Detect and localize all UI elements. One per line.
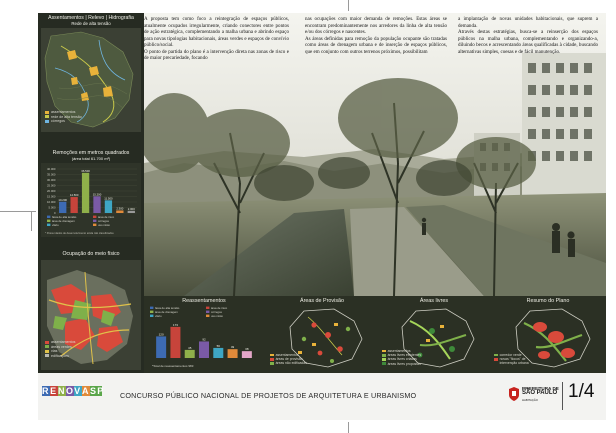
bar [199,341,209,358]
legend-item [45,354,75,359]
legend-item [45,119,82,124]
bar [185,350,195,358]
map1-subtitle: Rede de alta tensão [71,21,111,26]
legend-swatch [150,315,153,317]
divider [562,382,563,410]
data-label: 14.500 [69,193,79,198]
legend-swatch [206,315,209,317]
livres-title: Áreas livres [419,298,449,304]
y-tick-label: 0 [53,211,56,215]
data-label: 2.000 [127,206,135,211]
resumo-legend [494,353,529,366]
y-tick-label: 10.000 [46,200,56,204]
y-tick-label: 35.000 [46,172,56,177]
text-column-1 [144,16,289,62]
logo-letter: V [74,386,82,396]
legend-swatch [150,311,153,313]
legend-label: córregos [98,219,109,223]
legend-item [270,361,307,365]
reassentamentos-bar-chart [144,304,266,374]
data-label: 11.500 [104,196,113,201]
legend-swatch [93,216,96,218]
bar [213,348,223,358]
data-label: 92 [202,337,206,342]
paragraph: As áreas definidas para remoção da população ocupante são tratadas como áreas de drenagem urbana e de inserção de espaços públicos, que em conjunto com outros terrenos próximos, possibilitam [305,35,447,55]
paragraph: A proposta tem como foco a reintegração de espaços públicos, atualmente ocupados irregularmente, criando conectores entre pontos de ação estratégica, complementando a malha urbana e abrindo espaço para novas tipologias habitacionais, áreas verdes e espaços de convívio público/social. [144,16,289,49]
legend-item [494,361,529,365]
footer-bar [38,373,606,420]
crop-mark-top [348,0,349,11]
removals-bar-chart [41,163,141,237]
presentation-board [38,13,606,420]
y-tick-label: 40.000 [46,167,56,171]
legend-label: córregos [211,310,222,314]
y-tick-label: 5.000 [48,205,56,210]
prefeitura-label [522,386,559,396]
bar [228,349,238,358]
bar [82,173,89,213]
map1-title: Assentamentos | Relevo | Hidrografia [48,15,134,21]
legend-label: assentamentos [51,340,76,344]
bar [105,200,112,213]
legend-label: faixa de alta tensão [52,215,77,219]
data-label: 36.500 [81,168,90,173]
data-label: 45 [188,345,192,350]
renova-sp-logo [42,386,103,396]
livres-legend [382,349,421,366]
chart-title: Remoções em metros quadrados [52,150,130,156]
paragraph: Através destas estratégias, busca-se a reinserção dos espaços públicos na malha urbana, complementando e organizando-a, diluindo becos e acrescentando áreas qualificadas à cidade, buscando alternativas simples, coesas e de fácil manutenção. [458,29,598,55]
data-label: 2.300 [116,206,124,211]
crop-mark-bottom [348,422,349,433]
legend-swatch [150,307,153,309]
crop-mark-left-vert [31,211,32,231]
legend-label: áreas de provisão [275,357,303,362]
map2-legend [45,340,75,358]
prefeitura-line2: SÃO PAULO [522,390,558,396]
logo-letter: E [50,386,58,396]
contest-title: CONCURSO PÚBLICO NACIONAL DE PROJETOS DE ARQUITETURA E URBANISMO [120,391,417,400]
legend-label: área de drenagem [52,219,75,223]
bar [70,197,77,213]
y-tick-label: 30.000 [46,178,56,182]
removals-chart-box [41,163,141,237]
prefeitura-sub: HABITAÇÃO [522,398,538,402]
legend-label: área de risco [211,306,228,310]
data-label: 10.200 [58,197,67,202]
legend-label: áreas livres existentes [387,353,422,358]
legend-item [382,362,421,366]
bar [116,210,123,213]
map-land-use [41,260,141,370]
legend-label: área de risco [98,215,115,219]
bar [93,196,100,213]
logo-letter: N [58,386,66,396]
legend-label: rede de alta tensão [51,114,82,119]
legend-label: viário [155,314,162,318]
paragraph: nas ocupações com maior demanda de remoções. Estas áreas se encontram predominantemente nos arredores da linha de alta tensão e/ou dos córregos e nascentes. [305,16,447,36]
chart-subtitle: (área total 61.700 m²) [71,156,111,161]
provisao-title: Áreas de Provisão [299,298,345,304]
data-label: 49 [230,345,235,350]
legend-label: assentamentos [387,349,411,353]
paragraph: a implantação de novas unidades habitacionais, que suprem a demanda. [458,16,598,29]
bar [59,202,66,213]
legend-label: vias [51,349,58,354]
legend-swatch [47,216,50,218]
paragraph: O ponto de partida do plano é a intervenção direta nas zonas de risco e de maior precariedade, focando [144,48,289,62]
resumo-title: Resumo do Plano [526,298,570,304]
prefeitura-line1: PREFEITURA DE [522,386,559,391]
chart-footnote: * Possui dados de desenvolvimento ainda não classificados [45,232,114,235]
left-column [38,13,144,373]
bar [170,327,180,358]
legend-label: assentamentos [275,353,299,357]
legend-label: uso misto [98,223,110,227]
legend-swatch [93,224,96,226]
provisao-legend [270,353,307,366]
legend-label: áreas livres propostas [387,361,421,366]
legend-label: áreas não edificadas [275,361,307,366]
legend-label: área de drenagem [155,310,178,314]
prefeitura-logo [508,383,564,409]
data-label: 56 [216,343,220,348]
bottom-strip [144,296,606,373]
legend-label: corredor verde [499,353,522,357]
legend-label: assentamentos [51,110,76,114]
legend-label: uso misto [211,314,223,318]
sheet-number: 1/4 [568,381,595,402]
text-column-3 [458,16,598,55]
bar [242,351,252,358]
map1-legend [45,110,82,124]
legend-label: áreas livres criadas [387,357,417,362]
legend-swatch [93,220,96,222]
logo-letter: O [66,386,75,396]
legend-label: áreas verdes [51,344,72,349]
legend-label: faixa de alta tensão [155,306,180,310]
legend-swatch [47,224,50,226]
data-label: 120 [158,332,164,337]
reassentamentos-title: Reassentamentos [182,298,226,304]
map2-title: Ocupação do meio físico [62,251,120,257]
legend-swatch [47,220,50,222]
data-label: 173 [172,322,178,327]
logo-letter: SP [90,386,105,396]
legend-label: córregos [51,119,65,124]
legend-label: intervenção urbana [499,361,529,366]
logo-letter: A [82,386,90,396]
data-label: 38 [245,347,249,352]
legend-label: edificações [51,353,69,358]
bar [156,336,166,358]
city-seal-icon [508,386,520,402]
legend-label: novas "flocos" de [499,357,526,362]
bar [128,211,135,213]
legend-swatch [206,307,209,309]
y-tick-label: 15.000 [46,194,56,199]
map-relief-hydrography [41,28,141,132]
legend-swatch [206,311,209,313]
legend-label: viário [52,223,59,227]
y-tick-label: 25.000 [46,183,56,188]
y-tick-label: 20.000 [46,189,56,193]
logo-letter: R [42,386,50,396]
text-column-2 [305,16,447,55]
chart-footnote: *Total de reassentamentos 983 [152,364,194,368]
data-label: 15.200 [92,192,102,197]
